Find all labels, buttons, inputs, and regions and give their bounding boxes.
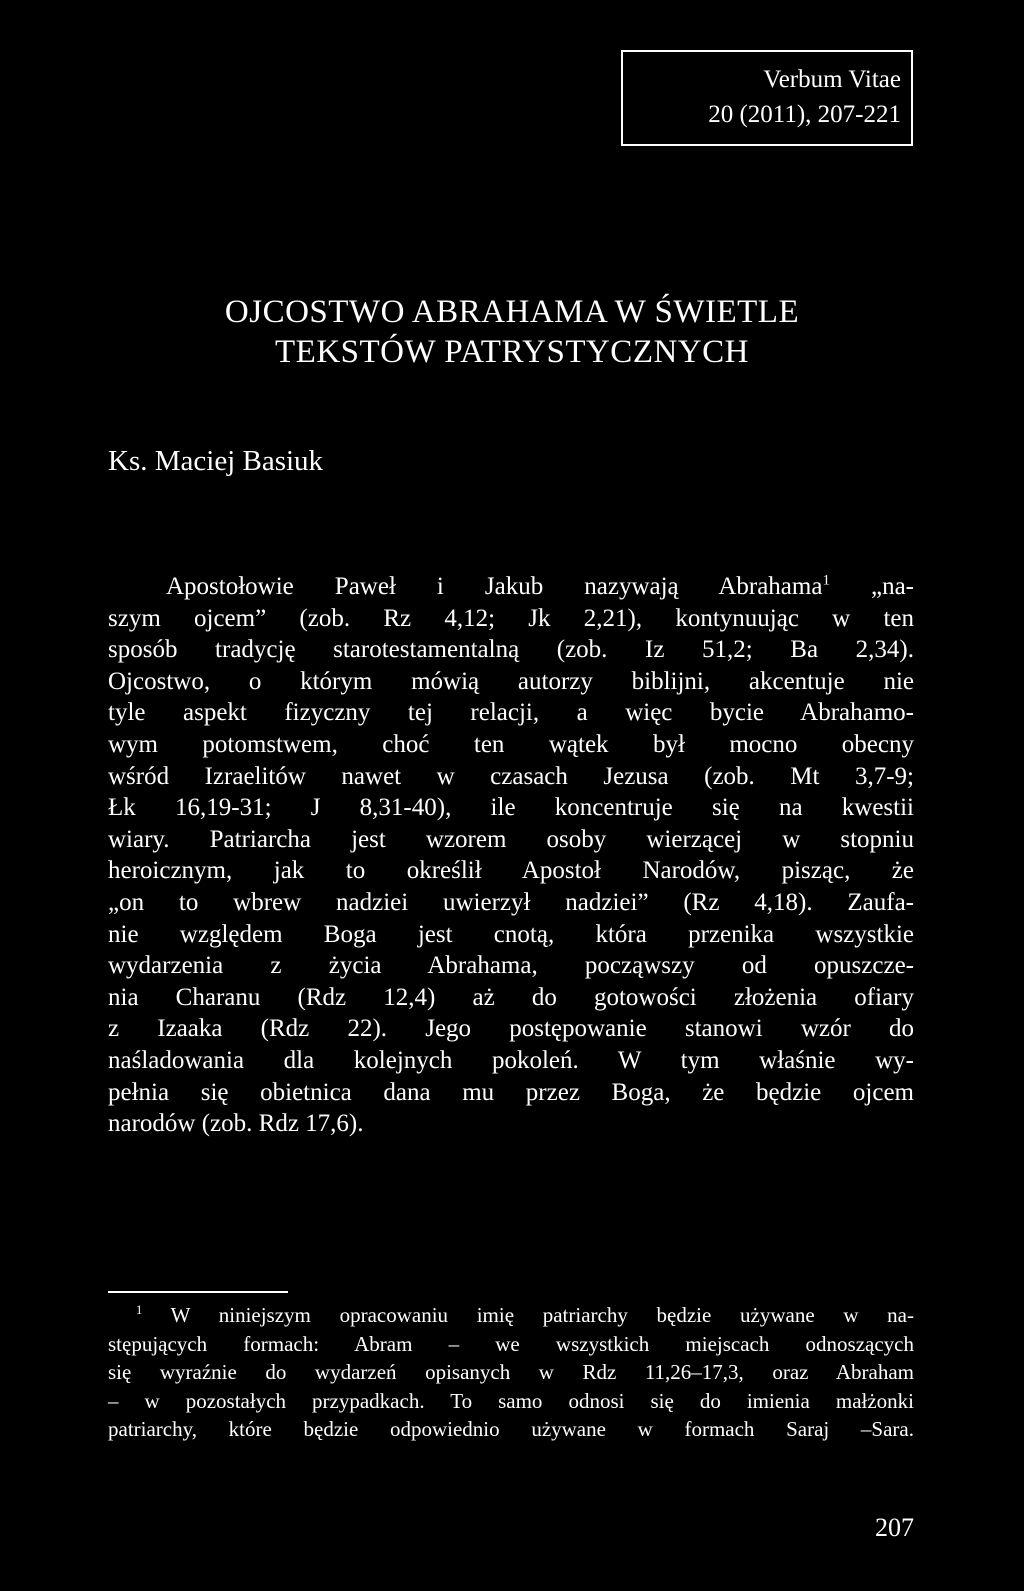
footnote-1	[108, 1301, 914, 1444]
body-line: narodów (zob. Rdz 17,6).	[108, 1110, 364, 1138]
article-title	[100, 292, 924, 372]
footnote-ref: 1	[822, 572, 830, 589]
title-line-1: OJCOSTWO ABRAHAMA W ŚWIETLE	[224, 294, 800, 330]
body-line: heroicznym, jak to określił Apostoł Narodów, pisząc, że	[108, 857, 914, 885]
footnote-text-segment: W niniejszym opracowaniu imię patriarchy będzie używane w na-	[142, 1303, 914, 1327]
body-line	[108, 571, 914, 603]
body-line: wym potomstwem, choć ten wątek był mocno obecny	[108, 730, 914, 758]
body-text-segment: „na-	[829, 573, 914, 600]
body-line: pełnia się obietnica dana mu przez Boga, że będzie ojcem	[108, 1078, 914, 1106]
body-line: Łk 16,19-31; J 8,31-40), ile koncentruje się na kwestii	[108, 794, 914, 822]
body-line: wśród Izraelitów nawet w czasach Jezusa (zob. Mt 3,7-9;	[108, 762, 914, 790]
journal-name: Verbum Vitae	[763, 66, 901, 93]
footnote-separator	[108, 1291, 288, 1293]
journal-issue: 20 (2011), 207-221	[708, 101, 901, 128]
body-line: Ojcostwo, o którym mówią autorzy biblijni, akcentuje nie	[108, 667, 914, 695]
footnote-line: – w pozostałych przypadkach. To samo odnosi się do imienia małżonki	[108, 1388, 914, 1413]
body-line: naśladowania dla kolejnych pokoleń. W tym właśnie wy-	[108, 1046, 914, 1074]
body-line: sposób tradycję starotestamentalną (zob. Iz 51,2; Ba 2,34).	[108, 636, 914, 664]
footnote-line: patriarchy, które będzie odpowiednio używane w formach Saraj –Sara.	[108, 1417, 914, 1441]
body-line: „on to wbrew nadziei uwierzył nadziei” (Rz 4,18). Zaufa-	[108, 888, 914, 916]
body-line: wydarzenia z życia Abrahama, począwszy od opuszcze-	[108, 952, 914, 980]
body-line: z Izaaka (Rdz 22). Jego postępowanie stanowi wzór do	[108, 1015, 914, 1043]
body-text-segment: Apostołowie Paweł i Jakub nazywają Abrahama	[166, 573, 823, 600]
footnote-line: stępujących formach: Abram – we wszystkich miejscach odnoszących	[108, 1331, 914, 1356]
body-line: szym ojcem” (zob. Rz 4,12; Jk 2,21), kontynuując w ten	[108, 604, 914, 632]
body-paragraph	[108, 571, 914, 1140]
body-line: nie względem Boga jest cnotą, która przenika wszystkie	[108, 920, 914, 948]
title-line-2: TEKSTÓW PATRYSTYCZNYCH	[275, 334, 749, 370]
footnote-line	[108, 1301, 914, 1330]
body-line: wiary. Patriarcha jest wzorem osoby wierzącej w stopniu	[108, 825, 914, 853]
journal-citation-box	[621, 50, 913, 146]
footnote-number: 1	[136, 1303, 143, 1317]
body-line: nia Charanu (Rdz 12,4) aż do gotowości złożenia ofiary	[108, 983, 914, 1011]
footnote-line: się wyraźnie do wydarzeń opisanych w Rdz 11,26–17,3, oraz Abraham	[108, 1360, 914, 1384]
article-author: Ks. Maciej Basiuk	[108, 445, 324, 477]
body-line: tyle aspekt fizyczny tej relacji, a więc bycie Abrahamo-	[108, 699, 914, 727]
page-number: 207	[875, 1513, 914, 1542]
